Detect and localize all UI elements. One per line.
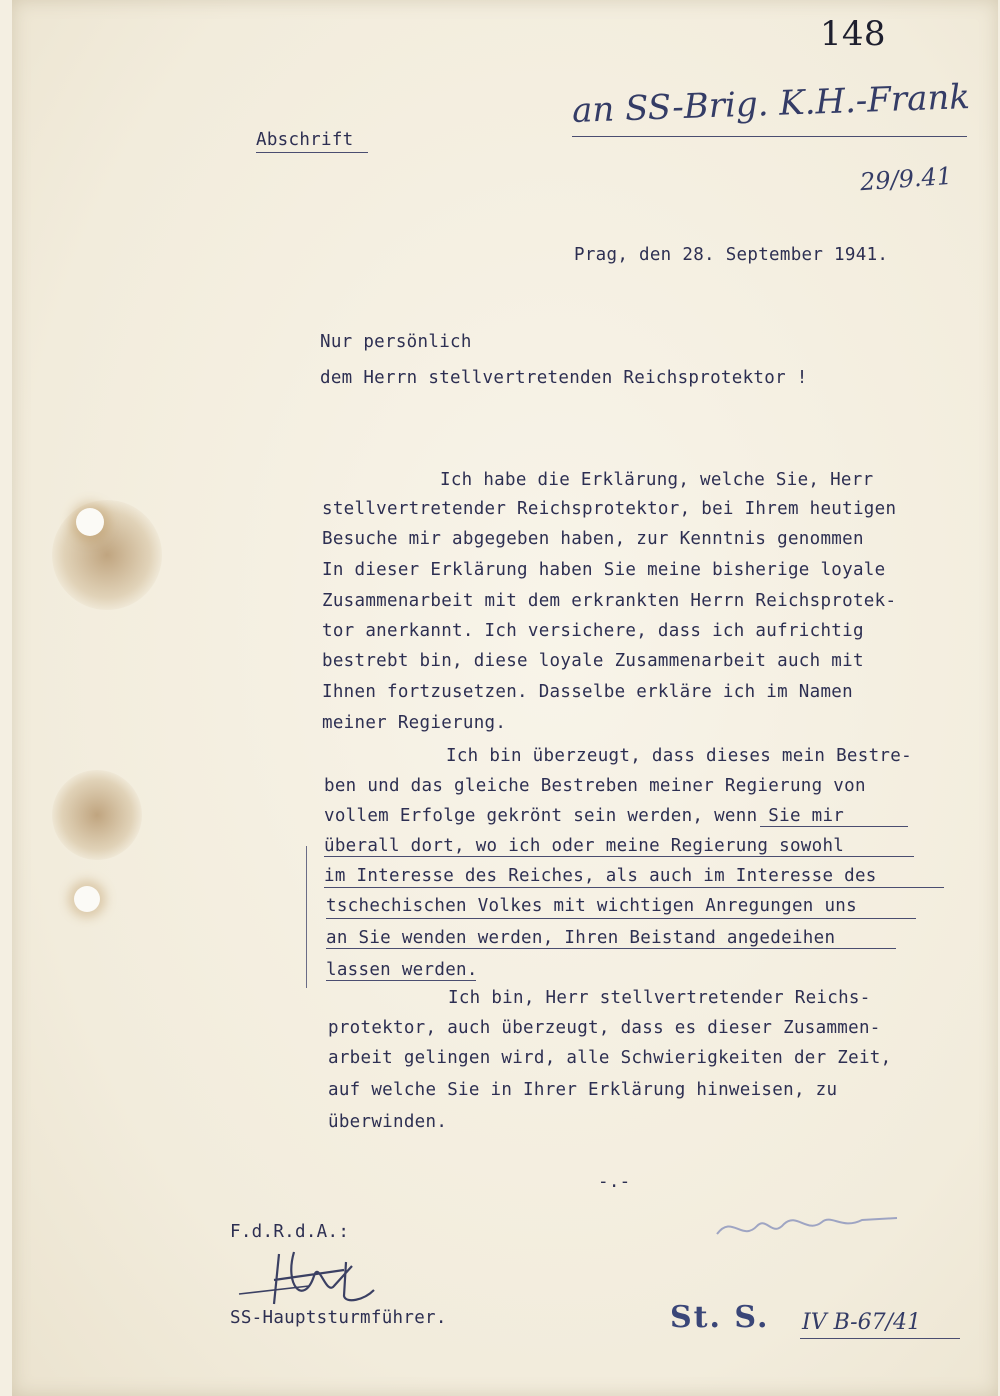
body-line: tschechischen Volkes mit wichtigen Anregungen uns	[326, 896, 857, 916]
body-line: überwinden.	[328, 1112, 448, 1132]
document-page	[12, 0, 998, 1396]
pencil-underline	[760, 826, 908, 827]
pencil-margin-line	[306, 846, 307, 988]
body-line: vollem Erfolge gekrönt sein werden, wenn Sie mir	[324, 806, 845, 826]
pencil-underline	[326, 948, 896, 949]
pencil-underline	[324, 856, 914, 857]
addressee-line-2: dem Herrn stellvertretenden Reichsprotektor !	[320, 368, 808, 388]
handwritten-underline	[572, 136, 967, 137]
stain-lower	[52, 770, 142, 860]
stamp-scribble	[712, 1204, 902, 1248]
body-line: meiner Regierung.	[322, 713, 507, 733]
body-line: Ich bin, Herr stellvertretender Reichs-	[448, 988, 871, 1008]
pencil-underline	[326, 980, 476, 981]
body-line: arbeit gelingen wird, alle Schwierigkeiten der Zeit,	[328, 1048, 892, 1068]
body-line: auf welche Sie in Ihrer Erklärung hinweisen, zu	[328, 1080, 838, 1100]
signatory-rank: SS-Hauptsturmführer.	[230, 1308, 447, 1328]
separator: -.-	[598, 1172, 631, 1192]
handwritten-signature	[234, 1246, 384, 1314]
handwritten-addressee: an SS-Brig. K.H.-Frank	[571, 77, 971, 131]
body-line: bestrebt bin, diese loyale Zusammenarbeit auch mit	[322, 651, 864, 671]
body-line: im Interesse des Reiches, als auch im Interesse des	[324, 866, 877, 886]
punch-hole-upper	[76, 508, 104, 536]
pencil-underline	[326, 918, 916, 919]
page-number: 148	[820, 14, 886, 54]
body-line: Zusammenarbeit mit dem erkrankten Herrn Reichsprotek-	[322, 591, 897, 611]
body-line: ben und das gleiche Bestreben meiner Regierung von	[324, 776, 866, 796]
for-line: F.d.R.d.A.:	[230, 1222, 350, 1242]
handwritten-initials: 29/9.41	[859, 161, 953, 197]
stamp-underline	[800, 1338, 960, 1339]
date-line: Prag, den 28. September 1941.	[574, 245, 889, 265]
addressee-line-1: Nur persönlich	[320, 332, 472, 352]
body-line: protektor, auch überzeugt, dass es dieser Zusammen-	[328, 1018, 881, 1038]
heading-underline	[256, 152, 368, 153]
body-line: stellvertretender Reichsprotektor, bei Ihrem heutigen	[322, 499, 897, 519]
registry-stamp: St. S.	[670, 1300, 770, 1335]
body-line: an Sie wenden werden, Ihren Beistand angedeihen	[326, 928, 836, 948]
body-line: überall dort, wo ich oder meine Regierung sowohl	[324, 836, 845, 856]
body-line: In dieser Erklärung haben Sie meine bisherige loyale	[322, 560, 886, 580]
stamp-reference: IV B-67/41	[802, 1310, 921, 1335]
pencil-underline	[324, 887, 944, 888]
stain-upper	[52, 500, 162, 610]
body-line: Ich bin überzeugt, dass dieses mein Bestre-	[446, 746, 912, 766]
body-line: lassen werden.	[326, 960, 478, 980]
heading: Abschrift	[256, 130, 354, 150]
punch-hole-lower	[74, 886, 100, 912]
body-line: Besuche mir abgegeben haben, zur Kenntnis genommen	[322, 529, 864, 549]
body-line: Ich habe die Erklärung, welche Sie, Herr	[440, 470, 874, 490]
body-line: Ihnen fortzusetzen. Dasselbe erkläre ich im Namen	[322, 682, 853, 702]
body-line: tor anerkannt. Ich versichere, dass ich aufrichtig	[322, 621, 864, 641]
